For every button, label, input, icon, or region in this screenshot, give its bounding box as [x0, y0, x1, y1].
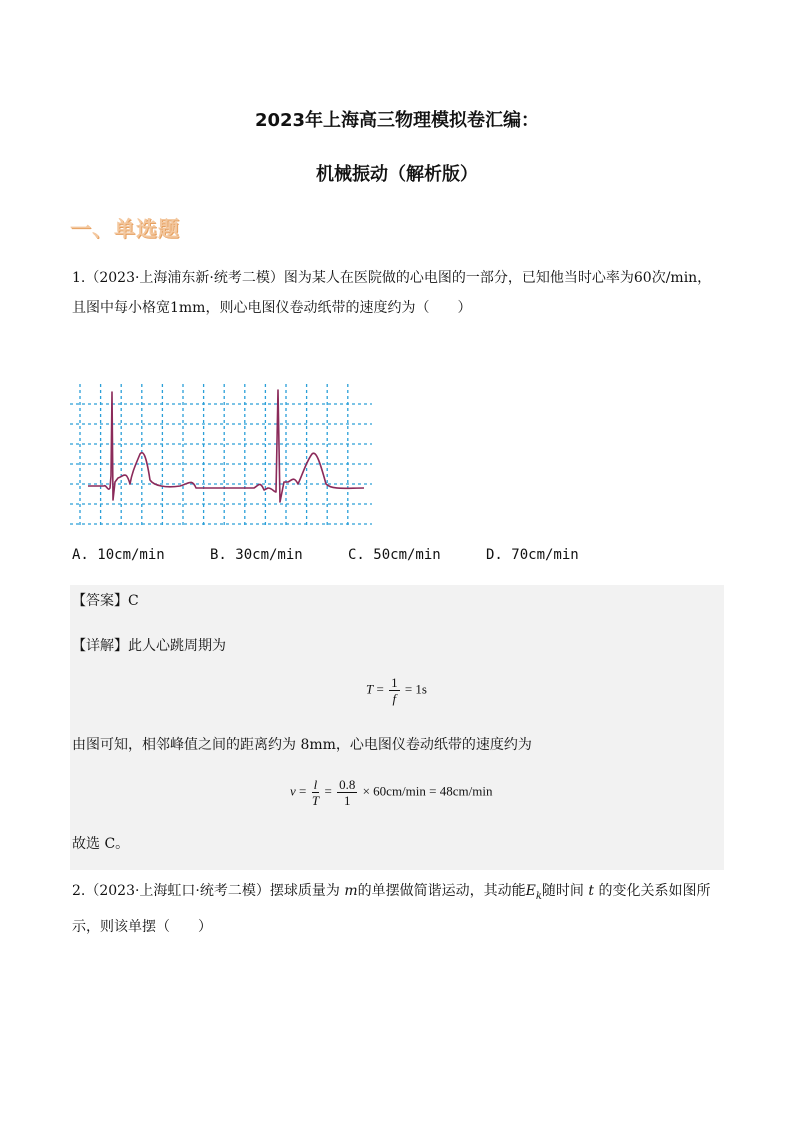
ecg-figure	[70, 380, 376, 530]
question-1-options	[72, 540, 624, 570]
equation-period: T = $\frac{1}{f}$ = 1s	[366, 675, 427, 706]
option-d[interactable]: D. 70cm/min	[486, 547, 579, 563]
question-2-text: 2.（2023·上海虹口·统考二模）摆球质量为 m的单摆做简谐运动，其动能$E_k$随时间 t 的变化关系如图所示，则该单摆（ ）	[72, 883, 711, 935]
detail-label: 【详解】此人心跳周期为	[72, 638, 226, 654]
answer-box	[70, 585, 724, 870]
conclusion: 故选 C。	[72, 836, 130, 852]
detail-line-2: 由图可知，相邻峰值之间的距离约为 8mm，心电图仪卷动纸带的速度约为	[72, 737, 532, 753]
ecg-grid	[70, 384, 372, 526]
ecg-trace	[88, 390, 364, 502]
option-a[interactable]: A. 10cm/min	[72, 547, 165, 563]
document-title: 2023年上海高三物理模拟卷汇编：	[254, 110, 540, 131]
equation-speed: v = $\frac{l}{T}$ = $\frac{0.8}{1}$ × 60cm/min = 48cm/min	[290, 777, 493, 808]
option-b[interactable]: B. 30cm/min	[210, 547, 303, 563]
answer-label: 【答案】C	[72, 593, 139, 609]
question-1-text: 1.（2023·上海浦东新·统考二模）图为某人在医院做的心电图的一部分，已知他当时心率为60次/min，且图中每小格宽1mm，则心电图仪卷动纸带的速度约为（ ）	[72, 270, 712, 316]
section-heading: 一、单选题	[70, 216, 180, 241]
document-subtitle: 机械振动（解析版）	[316, 164, 478, 185]
option-c[interactable]: C. 50cm/min	[348, 547, 441, 563]
